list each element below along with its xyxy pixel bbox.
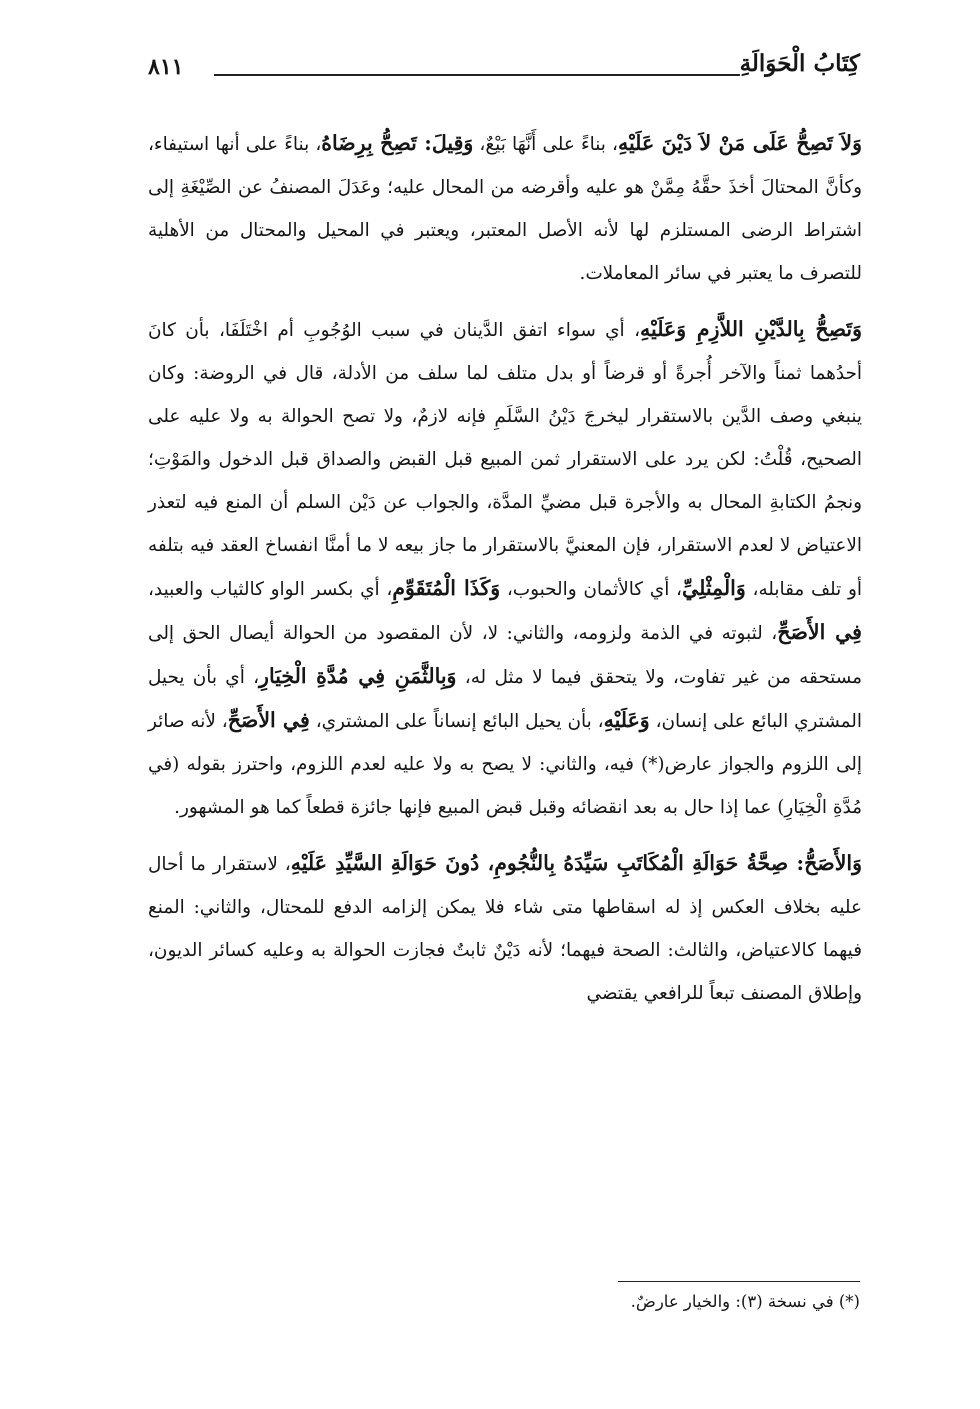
matn-text: وَقِيلَ: تَصِحُّ بِرِضَاهُ <box>321 131 474 155</box>
commentary-text: ، لثبوته في الذمة ولزومه، والثاني: لا، لأن المقصود من الحوالة أيصال الحق إلى مستحقه من غير تفاوت، ولا يتحقق فيما لا مثل له، <box>148 623 862 688</box>
matn-text: وَكَذَا الْمُتَقَوِّمِ <box>392 576 501 600</box>
paragraph <box>148 308 862 829</box>
paragraph <box>148 122 862 295</box>
chapter-title: كِتَابُ الْحَوَالَةِ <box>739 50 860 77</box>
commentary-text: ، أي سواء اتفق الدَّينان في سبب الوُجُوبِ أم اخْتَلَفَا، بأن كانَ أحدُهما ثمناً والآخر أُجرةً أو قرضاً أو بدل متلف لما سلف من الأدلة، قال في الروضة: وكان ينبغي وصف الدَّين بالاستقرار ليخرجَ دَيْنُ السَّلَمِ فإنه لازمٌ، ولا تصح الحوالة به ولا عليه على الصحيح، قُلْتُ: لكن يرد على الاستقرار ثمن المبيع قبل القبض والصداق قبل الدخول والمَوْتِ؛ ونجمُ الكتابةِ المحال به والأجرة قبل مضيِّ المدَّة، والجواب عن دَيْن السلم أن المنع فيه لتعذر الاعتياض لا لعدم الاستقرار، فإن المعنيَّ بالاستقرار ما جاز بيعه لا ما أمنَّا انفساخ العقد فيه بتلفه أو تلف مقابله، <box>148 320 862 600</box>
commentary-text: ، بناءً على أنها استيفاء، وكأنَّ المحتالَ أخذَ حقَّهُ مِمَّنْ هو عليه وأقرضه من المحال عليه؛ وعَدَلَ المصنفُ عن الصِّيْغَةِ إلى اشتراط الرضى المستلزم لها لأنه الأصل المعتبر، ويعتبر في المحيل والمحتال من الأهلية للتصرف ما يعتبر في سائر المعاملات. <box>148 134 862 284</box>
matn-text: وَالْمِثْلِيِّ <box>682 576 746 600</box>
matn-text: وَبِالثَّمَنِ فِي مُدَّةِ الْخِيَارِ <box>259 664 457 688</box>
running-header <box>148 46 860 94</box>
matn-text: وَالأَصَحُّ: صِحَّةُ حَوَالَةِ الْمُكَاتَبِ سَيِّدَهُ بِالنُّجُومِ، دُونَ حَوَالَةِ السَّيِّدِ عَلَيْهِ <box>290 851 862 875</box>
paragraph <box>148 842 862 1015</box>
commentary-text: ، أي كالأثمان والحبوب، <box>500 579 682 600</box>
page-number: ٨١١ <box>148 54 184 80</box>
commentary-text: ، بناءً على أَنَّهَا بَيْعٌ، <box>473 134 618 155</box>
header-rule <box>214 74 740 76</box>
commentary-text: ، لاستقرار ما أحال عليه بخلاف العكس إذ له اسقاطها متى شاء فلا يمكن إلزامه الدفع للمحتال، والثاني: المنع فيهما كالاعتياض، والثالث: الصحة فيهما؛ لأنه دَيْنٌ ثابتٌ فجازت الحوالة به وعليه كسائر الديون، وإطلاق المصنف تبعاً للرافعي يقتضي <box>148 854 862 1004</box>
main-text <box>148 122 862 1015</box>
commentary-text: ، أي بأن يحيل المشتري البائع على إنسان، <box>148 667 862 732</box>
footnote: (*) في نسخة (٣): والخيار عارضٌ. <box>630 1292 860 1311</box>
commentary-text: ، لأنه صائر إلى اللزوم والجواز عارض(*) فيه، والثاني: لا يصح به ولا عليه لعدم اللزوم، واحترز بقوله (في مُدَّةِ الْخِيَارِ) عما إذا حال به بعد انقضائه وقبل قبض المبيع فإنها جائزة قطعاً كما هو المشهور. <box>148 711 862 818</box>
matn-text: وَلاَ تَصِحُّ عَلَى مَنْ لاَ دَيْنَ عَلَيْهِ <box>618 131 862 155</box>
matn-text: فِي الأَصَحِّ <box>777 620 862 644</box>
matn-text: وَتَصِحُّ بِالدَّيْنِ اللاَّزِمِ وَعَلَيْهِ <box>640 317 862 341</box>
matn-text: فِي الأَصَحِّ <box>227 708 310 732</box>
matn-text: وَعَلَيْهِ <box>603 708 650 732</box>
commentary-text: ، بأن يحيل البائع إنساناً على المشتري، <box>309 711 604 732</box>
footnote-rule <box>618 1281 860 1282</box>
commentary-text: ، أي بكسر الواو كالثياب والعبيد، <box>148 579 393 600</box>
